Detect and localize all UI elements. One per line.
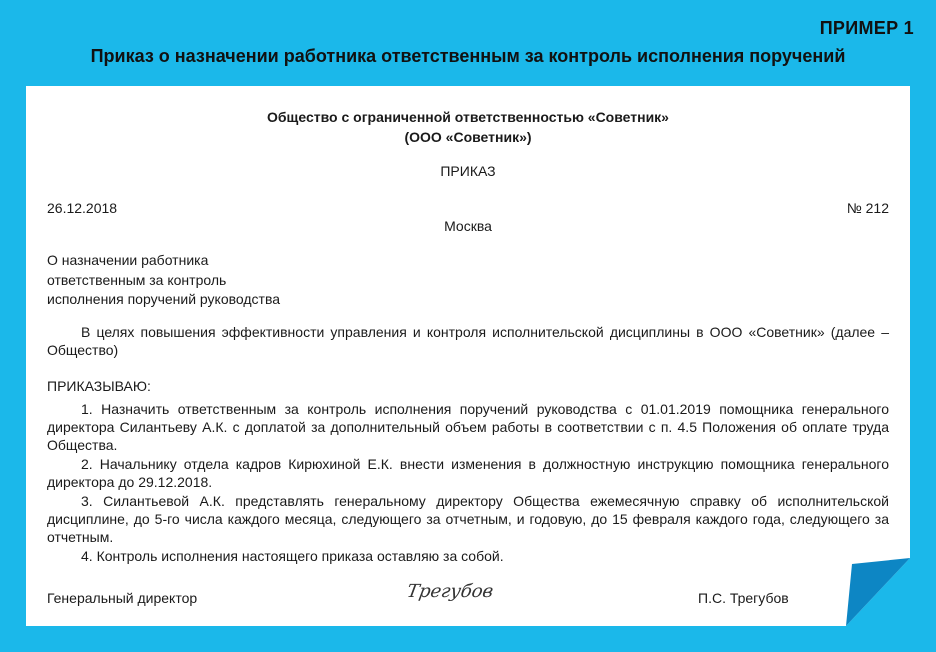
- preamble: В целях повышения эффективности управления и контроля исполнительской дисциплины в ООО «Советник» (далее – Общество): [47, 324, 889, 358]
- order-item: 1. Назначить ответственным за контроль исполнения поручений руководства с 01.01.2019 помощника генерального директора Силантьеву А.К. с доплатой за дополнительный объем работы в соответствии с п. 4.5 Положения об оплате труда Общества.: [47, 401, 889, 453]
- order-item: 2. Начальнику отдела кадров Кирюхиной Е.К. внести изменения в должностную инструкцию помощника генерального директора до 29.12.2018.: [47, 456, 889, 490]
- signer-name: П.С. Трегубов: [698, 590, 789, 606]
- subject-line: исполнения поручений руководства: [47, 291, 281, 307]
- order-item: 3. Силантьевой А.К. представлять генеральному директору Общества ежемесячную справку об исполнительской дисциплине, до 5-го числа каждого месяца, следующего за отчетным, и годовую, до 15 февраля каждого года, следующего за отчетным.: [47, 493, 889, 545]
- order-word: ПРИКАЗЫВАЮ:: [47, 378, 151, 394]
- organization-header: [47, 107, 889, 147]
- subject-line: ответственным за контроль: [47, 271, 227, 288]
- order-items: [47, 400, 889, 566]
- doc-date: 26.12.2018: [47, 200, 118, 216]
- example-label: ПРИМЕР 1: [819, 18, 914, 38]
- org-short-name: (ООО «Советник»): [404, 129, 532, 145]
- org-name: Общество с ограниченной ответственностью «Советник»: [267, 109, 669, 125]
- document-sheet: [26, 86, 910, 626]
- doc-subject: [47, 251, 280, 310]
- signature-row: [47, 581, 889, 617]
- doc-type: ПРИКАЗ: [440, 163, 496, 179]
- doc-number: № 212: [846, 200, 889, 216]
- page-curl-corner: [846, 558, 910, 626]
- subject-line: О назначении работника: [47, 252, 209, 268]
- page-title: Приказ о назначении работника ответственным за контроль исполнения поручений: [90, 46, 846, 66]
- doc-city: Москва: [444, 218, 492, 234]
- signer-position: Генеральный директор: [47, 590, 198, 606]
- order-item: 4. Контроль исполнения настоящего приказа оставляю за собой.: [81, 548, 504, 564]
- handwritten-signature: Трегубов: [405, 581, 495, 602]
